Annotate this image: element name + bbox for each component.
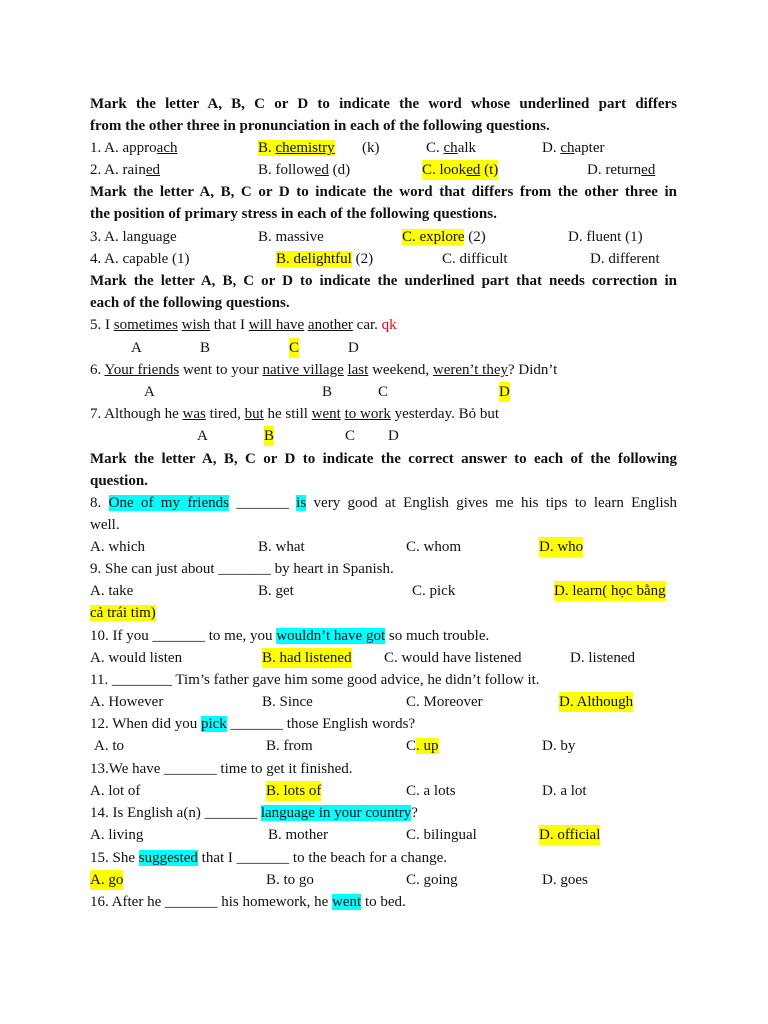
- q4-option-b-note: (2): [355, 251, 374, 267]
- q5-letter-d: D: [348, 340, 359, 356]
- question-9-stem: 9. She can just about _______ by heart in Spanish.: [90, 561, 394, 577]
- q9-options: [90, 581, 690, 601]
- q5-underline-a: sometimes: [113, 317, 178, 333]
- q6-underline-b: native village: [262, 362, 344, 378]
- q2-option-b-text: B. follow: [258, 162, 315, 178]
- q10-option-c: C. would have listened: [384, 650, 522, 666]
- q4-option-b: B. delightful: [276, 251, 352, 267]
- q14-option-d: D. official: [539, 827, 601, 843]
- q12-option-a: A. to: [94, 738, 124, 754]
- q1-option-d-underline: ch: [560, 140, 575, 156]
- q2-option-d-underline: ed: [641, 162, 656, 178]
- instruction-3-line-1: Mark the letter A, B, C or D to indicate the underlined part that needs correction in: [90, 273, 677, 289]
- q5-underline-d: another: [307, 317, 353, 333]
- q2-option-a-underline: ed: [145, 162, 160, 178]
- q1-option-a-underline: ach: [156, 140, 178, 156]
- q14-option-c: C. bilingual: [406, 827, 477, 843]
- q6-underline-a: Your friends: [104, 362, 180, 378]
- instruction-4-line-1: Mark the letter A, B, C or D to indicate the correct answer to each of the following: [90, 451, 677, 467]
- q13-option-b: B. lots of: [266, 783, 322, 799]
- q5-letter-c: C: [289, 340, 300, 356]
- question-5: 5. I sometimes wish that I will have another car. qk: [90, 317, 397, 333]
- q1-note: (k): [362, 140, 380, 156]
- q3-option-d-note: (1): [625, 229, 643, 245]
- instruction-1-line-1: Mark the letter A, B, C or D to indicate the word whose underlined part differs: [90, 96, 677, 112]
- q2-option-b-note: (d): [332, 162, 351, 178]
- q6-letter-b: B: [322, 384, 333, 400]
- q1-option-d-letter: D.: [542, 140, 561, 156]
- q2-option-c-text: C. look: [422, 162, 467, 178]
- q16-highlight: went: [332, 894, 362, 910]
- q8-option-d: D. who: [539, 539, 584, 555]
- q10-highlight: wouldn’t have got: [276, 628, 386, 644]
- q6-text: 6.: [90, 362, 105, 378]
- q1-option-b-underline: chemistry: [275, 140, 335, 156]
- q12-option-c-answer: . up: [416, 738, 439, 754]
- q11-options: [90, 692, 690, 712]
- q9-option-d: D. learn( học bằng: [554, 583, 666, 599]
- q6-letters: [90, 382, 690, 402]
- q15-option-d: D. goes: [542, 872, 588, 888]
- q5-text: 5. I: [90, 317, 114, 333]
- q11-option-c: C. Moreover: [406, 694, 483, 710]
- q5-letters: [90, 338, 690, 358]
- question-3: [90, 227, 690, 247]
- q12-highlight: pick: [200, 716, 227, 732]
- q8-option-b: B. what: [258, 539, 305, 555]
- q13-options: [90, 781, 690, 801]
- q7-letter-d: D: [388, 428, 399, 444]
- q10-option-a: A. would listen: [90, 650, 183, 666]
- q7-letter-a: A: [197, 428, 208, 444]
- question-7: 7. Although he was tired, but he still went to work yesterday. Bỏ but: [90, 406, 500, 422]
- q12-option-b: B. from: [266, 738, 313, 754]
- q2-option-c-underline: ed: [466, 162, 481, 178]
- q5-underline-c: will have: [248, 317, 305, 333]
- q14-option-b: B. mother: [268, 827, 328, 843]
- question-11-stem: 11. ________ Tim’s father gave him some good advice, he didn’t follow it.: [90, 672, 540, 688]
- q11-option-a: A. However: [90, 694, 164, 710]
- q4-option-a: 4. A. capable (1): [90, 251, 190, 267]
- q13-option-d: D. a lot: [542, 783, 587, 799]
- q8-option-c: C. whom: [406, 539, 462, 555]
- q9-option-d-cont: [90, 603, 156, 623]
- q11-option-b: B. Since: [262, 694, 313, 710]
- q6-letter-a: A: [144, 384, 155, 400]
- question-12-stem: 12. When did you pick _______ those English words?: [90, 716, 416, 732]
- q2-option-d-text: D. return: [587, 162, 642, 178]
- q2-option-c-note: (t): [484, 162, 499, 178]
- q6-underline-c: last: [347, 362, 369, 378]
- q2-option-b-underline: ed: [314, 162, 329, 178]
- instruction-3-line-2: each of the following questions.: [90, 295, 290, 311]
- q6-letter-d: D: [499, 384, 510, 400]
- q3-option-c: C. explore: [402, 229, 465, 245]
- q7-underline-b: but: [244, 406, 264, 422]
- q10-option-d: D. listened: [570, 650, 635, 666]
- q9-option-c: C. pick: [412, 583, 456, 599]
- q7-underline-c: went: [311, 406, 341, 422]
- q13-option-c: C. a lots: [406, 783, 456, 799]
- question-10-stem: 10. If you _______ to me, you wouldn’t have got so much trouble.: [90, 628, 490, 644]
- instruction-2-line-2: the position of primary stress in each of the following questions.: [90, 206, 497, 222]
- question-16-stem: 16. After he _______ his homework, he went to bed.: [90, 894, 406, 910]
- instruction-4-line-2: question.: [90, 473, 148, 489]
- question-15-stem: 15. She suggested that I _______ to the beach for a change.: [90, 850, 447, 866]
- q10-option-b: B. had listened: [262, 650, 352, 666]
- q6-letter-c: C: [378, 384, 389, 400]
- q5-note: qk: [381, 317, 397, 333]
- q14-option-a: A. living: [90, 827, 144, 843]
- q8-options: [90, 537, 690, 557]
- question-1: [90, 138, 690, 158]
- q5-underline-b: wish: [181, 317, 211, 333]
- q9-option-d-line-2: cả trái tim): [90, 605, 156, 621]
- q8-highlight-verb: is: [296, 495, 307, 511]
- question-8-stem: 8. One of my friends _______ is very good at English gives me his tips to learn English: [90, 495, 677, 511]
- q15-option-c: C. going: [406, 872, 458, 888]
- q8-option-a: A. which: [90, 539, 145, 555]
- q12-options: [90, 736, 690, 756]
- q1-option-a-text: 1. A. appro: [90, 140, 157, 156]
- q3-option-b: B. massive: [258, 229, 324, 245]
- q10-options: [90, 648, 690, 668]
- q14-highlight: language in your country: [260, 805, 412, 821]
- q1-option-c-letter: C.: [426, 140, 444, 156]
- instruction-1-line-2: from the other three in pronunciation in each of the following questions.: [90, 118, 550, 134]
- q14-options: [90, 825, 690, 845]
- q1-option-c-rest: alk: [457, 140, 477, 156]
- q11-option-d: D. Although: [559, 694, 634, 710]
- q7-letters: [90, 426, 690, 446]
- q8-highlight-subject: One of my friends: [108, 495, 229, 511]
- q3-option-a: 3. A. language: [90, 229, 177, 245]
- q15-options: [90, 870, 690, 890]
- q15-highlight: suggested: [138, 850, 198, 866]
- q3-option-c-note: (2): [468, 229, 486, 245]
- question-14-stem: 14. Is English a(n) _______ language in your country?: [90, 805, 418, 821]
- q7-underline-d: to work: [344, 406, 391, 422]
- q9-option-a: A. take: [90, 583, 134, 599]
- q13-option-a: A. lot of: [90, 783, 141, 799]
- question-4: [90, 249, 690, 269]
- q15-option-b: B. to go: [266, 872, 314, 888]
- q7-letter-b: B: [264, 428, 275, 444]
- q1-option-c-underline: ch: [443, 140, 458, 156]
- q7-letter-c: C: [345, 428, 356, 444]
- q6-underline-d: weren’t they: [432, 362, 509, 378]
- q5-letter-b: B: [200, 340, 211, 356]
- q3-option-d: D. fluent: [568, 229, 622, 245]
- q15-option-a: A. go: [90, 872, 124, 888]
- q12-option-d: D. by: [542, 738, 576, 754]
- q5-letter-a: A: [131, 340, 142, 356]
- question-8-stem-2: well.: [90, 517, 120, 533]
- instruction-2-line-1: Mark the letter A, B, C or D to indicate the word that differs from the other three in: [90, 184, 677, 200]
- q4-option-d: D. different: [590, 251, 660, 267]
- question-2: [90, 160, 690, 180]
- q12-option-c-letter: C: [406, 738, 417, 754]
- q7-underline-a: was: [182, 406, 206, 422]
- q4-option-c: C. difficult: [442, 251, 508, 267]
- q2-option-a-text: 2. A. rain: [90, 162, 146, 178]
- question-6: 6. Your friends went to your native village last weekend, weren’t they? Didn’t: [90, 362, 558, 378]
- q1-option-d-rest: apter: [574, 140, 605, 156]
- q1-option-b-letter: B.: [258, 140, 276, 156]
- question-13-stem: 13.We have _______ time to get it finished.: [90, 761, 353, 777]
- q7-text: 7. Although he: [90, 406, 183, 422]
- q9-option-b: B. get: [258, 583, 294, 599]
